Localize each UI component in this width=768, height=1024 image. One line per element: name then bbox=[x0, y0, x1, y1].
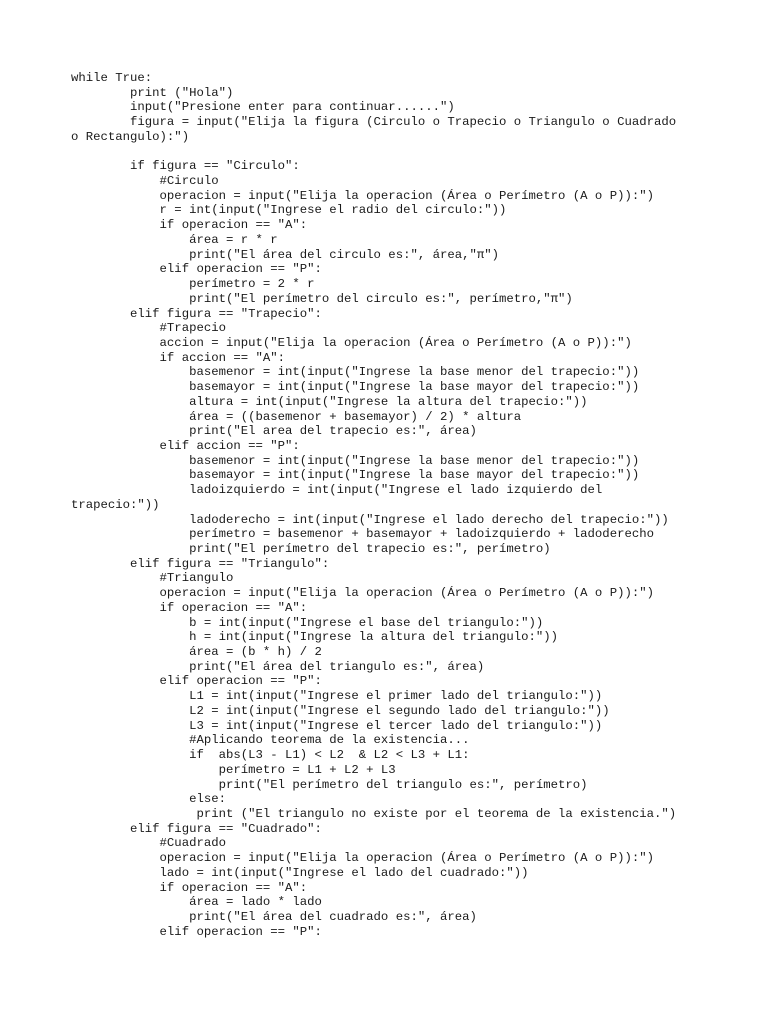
code-line: h = int(input("Ingrese la altura del triangulo:")) bbox=[71, 630, 559, 645]
code-line: ladoizquierdo = int(input("Ingrese el lado izquierdo del bbox=[71, 483, 603, 498]
code-line: operacion = input("Elija la operacion (Área o Perímetro (A o P)):") bbox=[71, 188, 654, 203]
code-line bbox=[71, 145, 701, 160]
code-line: elif operacion == "P": bbox=[71, 674, 322, 689]
code-line: r = int(input("Ingrese el radio del circulo:")) bbox=[71, 203, 507, 218]
code-line: ladoderecho = int(input("Ingrese el lado derecho del trapecio:")) bbox=[71, 512, 669, 527]
code-line: figura = input("Elija la figura (Circulo o Trapecio o Triangulo o Cuadrado bbox=[71, 115, 677, 130]
code-line: #Circulo bbox=[71, 174, 219, 189]
code-line: L2 = int(input("Ingrese el segundo lado del triangulo:")) bbox=[71, 703, 610, 718]
code-line: perímetro = 2 * r bbox=[71, 277, 315, 292]
code-line: if figura == "Circulo": bbox=[71, 159, 300, 174]
code-line: print("El área del cuadrado es:", área) bbox=[71, 909, 477, 924]
code-line: if accion == "A": bbox=[71, 350, 286, 365]
code-line: lado = int(input("Ingrese el lado del cuadrado:")) bbox=[71, 865, 529, 880]
code-line: if operacion == "A": bbox=[71, 600, 308, 615]
code-line: elif operacion == "P": bbox=[71, 262, 322, 277]
code-line: accion = input("Elija la operacion (Área o Perímetro (A o P)):") bbox=[71, 335, 632, 350]
code-line: área = lado * lado bbox=[71, 895, 322, 910]
code-line: print("El área del circulo es:", área,"π") bbox=[71, 247, 500, 262]
code-line: print ("Hola") bbox=[71, 85, 234, 100]
code-line: o Rectangulo):") bbox=[71, 129, 190, 144]
code-line: if abs(L3 - L1) < L2 & L2 < L3 + L1: bbox=[71, 748, 470, 763]
code-line: b = int(input("Ingrese el base del triangulo:")) bbox=[71, 615, 544, 630]
code-line: área = ((basemenor + basemayor) / 2) * altura bbox=[71, 409, 522, 424]
code-line: operacion = input("Elija la operacion (Área o Perímetro (A o P)):") bbox=[71, 586, 654, 601]
code-line: #Aplicando teorema de la existencia... bbox=[71, 733, 470, 748]
code-line: #Trapecio bbox=[71, 321, 226, 336]
code-line: altura = int(input("Ingrese la altura del trapecio:")) bbox=[71, 394, 588, 409]
code-line: print("El perímetro del triangulo es:", perímetro) bbox=[71, 777, 588, 792]
code-line: operacion = input("Elija la operacion (Área o Perímetro (A o P)):") bbox=[71, 851, 654, 866]
code-line: L1 = int(input("Ingrese el primer lado del triangulo:")) bbox=[71, 689, 603, 704]
code-line: elif figura == "Trapecio": bbox=[71, 306, 322, 321]
code-line: área = (b * h) / 2 bbox=[71, 645, 322, 660]
code-line: elif accion == "P": bbox=[71, 438, 300, 453]
code-line: elif figura == "Triangulo": bbox=[71, 556, 330, 571]
code-line: área = r * r bbox=[71, 232, 278, 247]
code-line: elif figura == "Cuadrado": bbox=[71, 821, 322, 836]
code-line: #Cuadrado bbox=[71, 836, 226, 851]
code-line: basemayor = int(input("Ingrese la base mayor del trapecio:")) bbox=[71, 380, 640, 395]
code-line: print("El area del trapecio es:", área) bbox=[71, 424, 477, 439]
code-line: elif operacion == "P": bbox=[71, 924, 322, 939]
code-line: perímetro = basemenor + basemayor + ladoizquierdo + ladoderecho bbox=[71, 527, 654, 542]
code-line: print("El perímetro del circulo es:", perímetro,"π") bbox=[71, 291, 573, 306]
code-line: perímetro = L1 + L2 + L3 bbox=[71, 762, 396, 777]
code-line: if operacion == "A": bbox=[71, 218, 308, 233]
code-listing bbox=[71, 71, 701, 939]
code-line: trapecio:")) bbox=[71, 497, 160, 512]
code-line: print("El perímetro del trapecio es:", perímetro) bbox=[71, 542, 551, 556]
code-line: basemenor = int(input("Ingrese la base menor del trapecio:")) bbox=[71, 365, 640, 380]
code-line: #Triangulo bbox=[71, 571, 234, 586]
code-line: basemayor = int(input("Ingrese la base mayor del trapecio:")) bbox=[71, 468, 640, 483]
code-line: input("Presione enter para continuar......") bbox=[71, 100, 455, 115]
code-line: if operacion == "A": bbox=[71, 880, 308, 895]
code-line: while True: bbox=[71, 71, 153, 85]
code-line: print ("El triangulo no existe por el teorema de la existencia.") bbox=[71, 806, 677, 821]
code-line: basemenor = int(input("Ingrese la base menor del trapecio:")) bbox=[71, 453, 640, 468]
code-line: print("El área del triangulo es:", área) bbox=[71, 659, 485, 674]
code-line: L3 = int(input("Ingrese el tercer lado del triangulo:")) bbox=[71, 718, 603, 733]
code-line: else: bbox=[71, 792, 226, 807]
